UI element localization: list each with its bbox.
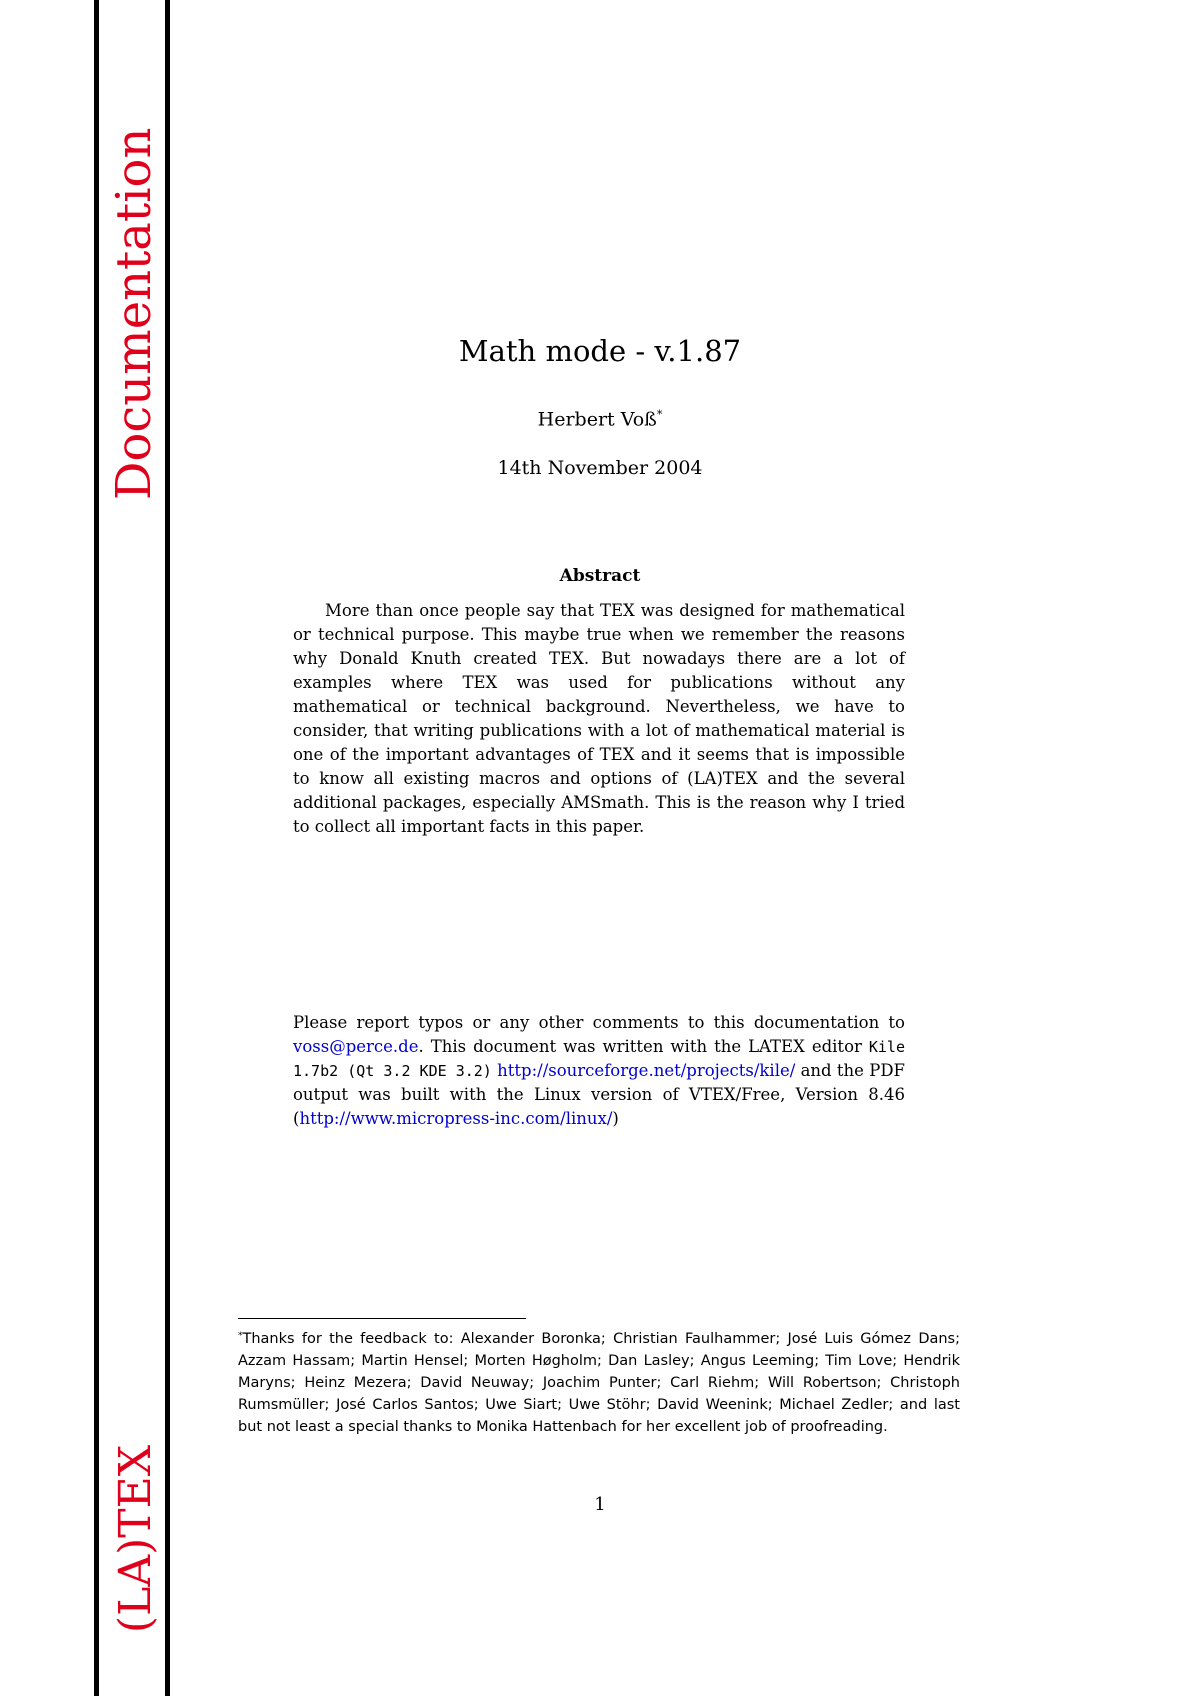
- report-text-1: Please report typos or any other comments to this documentation to: [293, 1013, 905, 1032]
- sidebar-latex-label: (LA)TEX: [110, 1444, 161, 1634]
- document-title: Math mode - v.1.87: [458, 334, 742, 368]
- report-text-4: ): [612, 1109, 619, 1128]
- footnote-mark: *: [238, 1331, 243, 1341]
- abstract-body: [293, 599, 905, 839]
- document-date: 14th November 2004: [497, 457, 703, 479]
- sidebar-documentation-label: Documentation: [106, 127, 162, 500]
- editor-version: Kile 1.7b2 (Qt 3.2 KDE 3.2): [293, 1038, 905, 1080]
- report-text-3: and the PDF output was built with the Linux version of VTEX/Free, Version 8.46 (: [293, 1061, 905, 1128]
- abstract-heading: Abstract: [559, 566, 641, 586]
- abstract-text: More than once people say that TEX was designed for mathematical or technical purpose. This maybe true when we remember the reasons why Donald Knuth created TEX. But nowadays there are a lot of examples where TEX was used for publications without any mathematical or technical background. Nevertheless, we have to consider, that writing publications with a lot of mathematical material is one of the important advantages of TEX and it seems that is impossible to know all existing macros and options of (LA)TEX and the several additional packages, especially AMSmath. This is the reason why I tried to collect all important facts in this paper.: [293, 601, 905, 836]
- page-number: 1: [594, 1494, 606, 1515]
- report-text: [293, 1011, 905, 1131]
- vtex-url-link[interactable]: http://www.micropress-inc.com/linux/: [299, 1109, 613, 1128]
- report-text-2: . This document was written with the LATEX editor: [418, 1037, 869, 1056]
- left-margin-rule: [94, 0, 99, 1696]
- footnote: [238, 1325, 960, 1438]
- document-author: [300, 408, 900, 430]
- report-paragraph: [293, 1011, 905, 1131]
- email-link[interactable]: voss@perce.de: [293, 1037, 419, 1056]
- kile-url-link[interactable]: http://sourceforge.net/projects/kile/: [497, 1061, 796, 1080]
- footnote-text: Thanks for the feedback to: Alexander Boronka; Christian Faulhammer; José Luis Gómez Dans; Azzam Hassam; Martin Hensel; Morten Høgholm; Dan Lasley; Angus Leeming; Tim Love; Hendrik Maryns; Heinz Mezera; David Neuway; Joachim Punter; Carl Riehm; Will Robertson; Christoph Rumsmüller; José Carlos Santos; Uwe Siart; Uwe Stöhr; David Weenink; Michael Zedler; and last but not least a special thanks to Monika Hattenbach for her excellent job of proofreading.: [238, 1331, 960, 1435]
- author-name: Herbert Voß: [537, 408, 657, 431]
- footnote-rule: [238, 1318, 526, 1319]
- author-footnote-mark[interactable]: *: [656, 408, 663, 421]
